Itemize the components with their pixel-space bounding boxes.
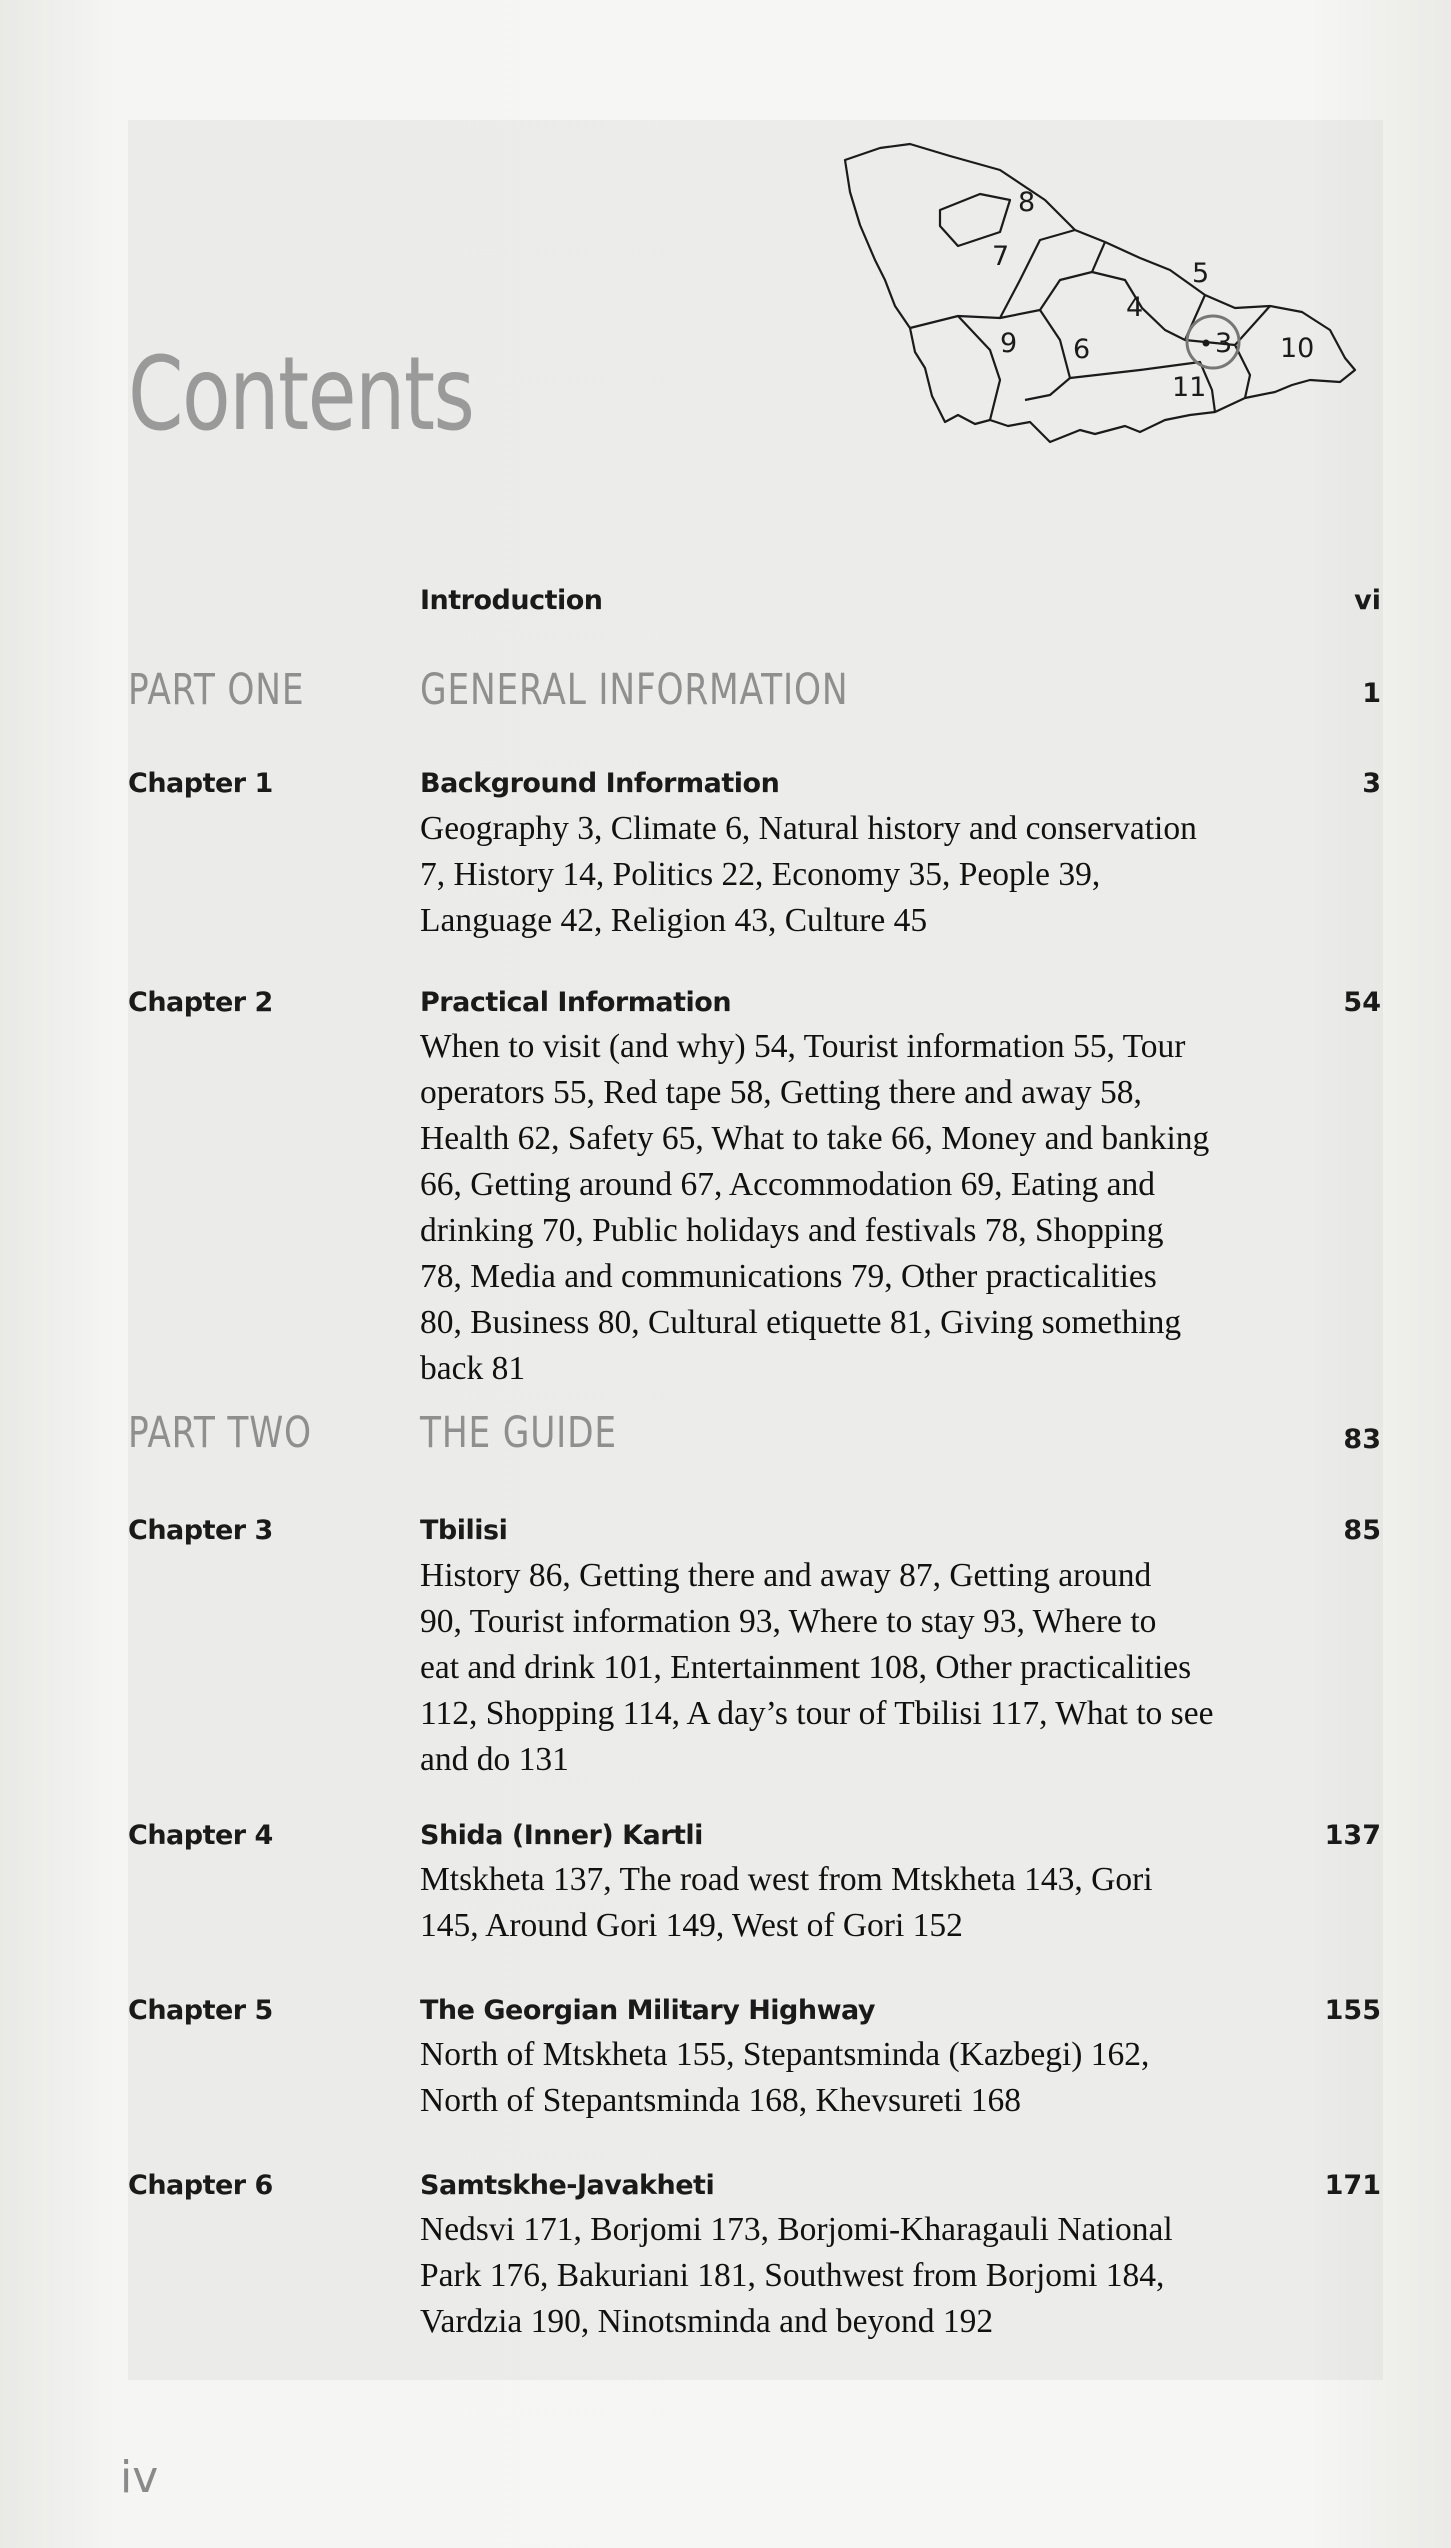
contents-line: 80, Business 80, Cultural etiquette 81, Giving something: [420, 1304, 1182, 1341]
map-label-11: 11: [1172, 372, 1207, 403]
contents-line: When to visit (and why) 54, Tourist information 55, Tour: [420, 1028, 1186, 1065]
chapter-3-page: 85: [1343, 1515, 1381, 1546]
chapter-5-label: Chapter 5: [128, 1995, 273, 2026]
chapter-2-label: Chapter 2: [128, 987, 273, 1018]
chapter-6-page: 171: [1324, 2170, 1381, 2201]
chapter-1-label: Chapter 1: [128, 768, 273, 799]
map-label-7: 7: [992, 241, 1010, 272]
contents-line: 78, Media and communications 79, Other practicalities: [420, 1258, 1157, 1295]
chapter-5-title: The Georgian Military Highway: [420, 1995, 876, 2026]
region-border: [958, 316, 1000, 420]
map-label-4: 4: [1126, 292, 1144, 323]
intro-title: Introduction: [420, 585, 603, 616]
chapter-3-contents: [420, 1553, 1380, 1783]
contents-line: Nedsvi 171, Borjomi 173, Borjomi-Kharagauli National: [420, 2211, 1173, 2248]
regions-map: [840, 130, 1385, 450]
map-label-3: 3: [1215, 328, 1233, 359]
map-outline: [845, 144, 1355, 442]
chapter-1-page: 3: [1362, 768, 1381, 799]
chapter-4-title: Shida (Inner) Kartli: [420, 1820, 703, 1851]
part-one-title: GENERAL INFORMATION: [420, 665, 849, 715]
chapter-2-page: 54: [1343, 987, 1381, 1018]
part-one-label: PART ONE: [128, 665, 305, 715]
map-label-6: 6: [1073, 334, 1091, 365]
chapter-4-contents: [420, 1857, 1380, 1949]
map-label-10: 10: [1280, 333, 1315, 364]
contents-line: and do 131: [420, 1741, 569, 1778]
contents-line: 90, Tourist information 93, Where to stay 93, Where to: [420, 1603, 1157, 1640]
contents-line: operators 55, Red tape 58, Getting there and away 58,: [420, 1074, 1142, 1111]
chapter-4-page: 137: [1324, 1820, 1381, 1851]
contents-line: 145, Around Gori 149, West of Gori 152: [420, 1907, 963, 1944]
contents-line: Park 176, Bakuriani 181, Southwest from Borjomi 184,: [420, 2257, 1165, 2294]
contents-line: 112, Shopping 114, A day’s tour of Tbilisi 117, What to see: [420, 1695, 1214, 1732]
contents-line: Geography 3, Climate 6, Natural history and conservation: [420, 810, 1197, 847]
contents-line: Mtskheta 137, The road west from Mtskheta 143, Gori: [420, 1861, 1153, 1898]
contents-line: back 81: [420, 1350, 526, 1387]
page-title: Contents: [128, 335, 474, 454]
chapter-2-contents: [420, 1024, 1380, 1392]
contents-line: eat and drink 101, Entertainment 108, Other practicalities: [420, 1649, 1192, 1686]
part-two-title: THE GUIDE: [420, 1408, 617, 1458]
region-border: [940, 194, 1010, 246]
map-label-9: 9: [1000, 328, 1018, 359]
contents-line: Health 62, Safety 65, What to take 66, Money and banking: [420, 1120, 1210, 1157]
region-border: [1040, 242, 1105, 310]
intro-page: vi: [1354, 585, 1381, 616]
part-one-page: 1: [1362, 678, 1381, 709]
part-two-label: PART TWO: [128, 1408, 312, 1458]
tbilisi-dot: [1203, 340, 1210, 347]
contents-line: Vardzia 190, Ninotsminda and beyond 192: [420, 2303, 994, 2340]
page-number: iv: [120, 2452, 159, 2503]
chapter-5-page: 155: [1324, 1995, 1381, 2026]
contents-line: North of Stepantsminda 168, Khevsureti 168: [420, 2082, 1022, 2119]
chapter-6-title: Samtskhe-Javakheti: [420, 2170, 715, 2201]
chapter-6-label: Chapter 6: [128, 2170, 273, 2201]
chapter-1-contents: [420, 806, 1380, 944]
contents-line: North of Mtskheta 155, Stepantsminda (Kazbegi) 162,: [420, 2036, 1150, 2073]
contents-line: 66, Getting around 67, Accommodation 69, Eating and: [420, 1166, 1156, 1203]
chapter-3-title: Tbilisi: [420, 1515, 508, 1546]
contents-line: Language 42, Religion 43, Culture 45: [420, 902, 928, 939]
chapter-6-contents: [420, 2207, 1380, 2345]
map-label-8: 8: [1018, 187, 1036, 218]
chapter-5-contents: [420, 2032, 1380, 2124]
contents-line: 7, History 14, Politics 22, Economy 35, People 39,: [420, 856, 1101, 893]
chapter-1-title: Background Information: [420, 768, 780, 799]
chapter-2-title: Practical Information: [420, 987, 732, 1018]
contents-line: History 86, Getting there and away 87, Getting around: [420, 1557, 1152, 1594]
chapter-3-label: Chapter 3: [128, 1515, 273, 1546]
part-two-page: 83: [1343, 1424, 1381, 1455]
chapter-4-label: Chapter 4: [128, 1820, 273, 1851]
contents-line: drinking 70, Public holidays and festivals 78, Shopping: [420, 1212, 1164, 1249]
map-label-5: 5: [1192, 258, 1210, 289]
